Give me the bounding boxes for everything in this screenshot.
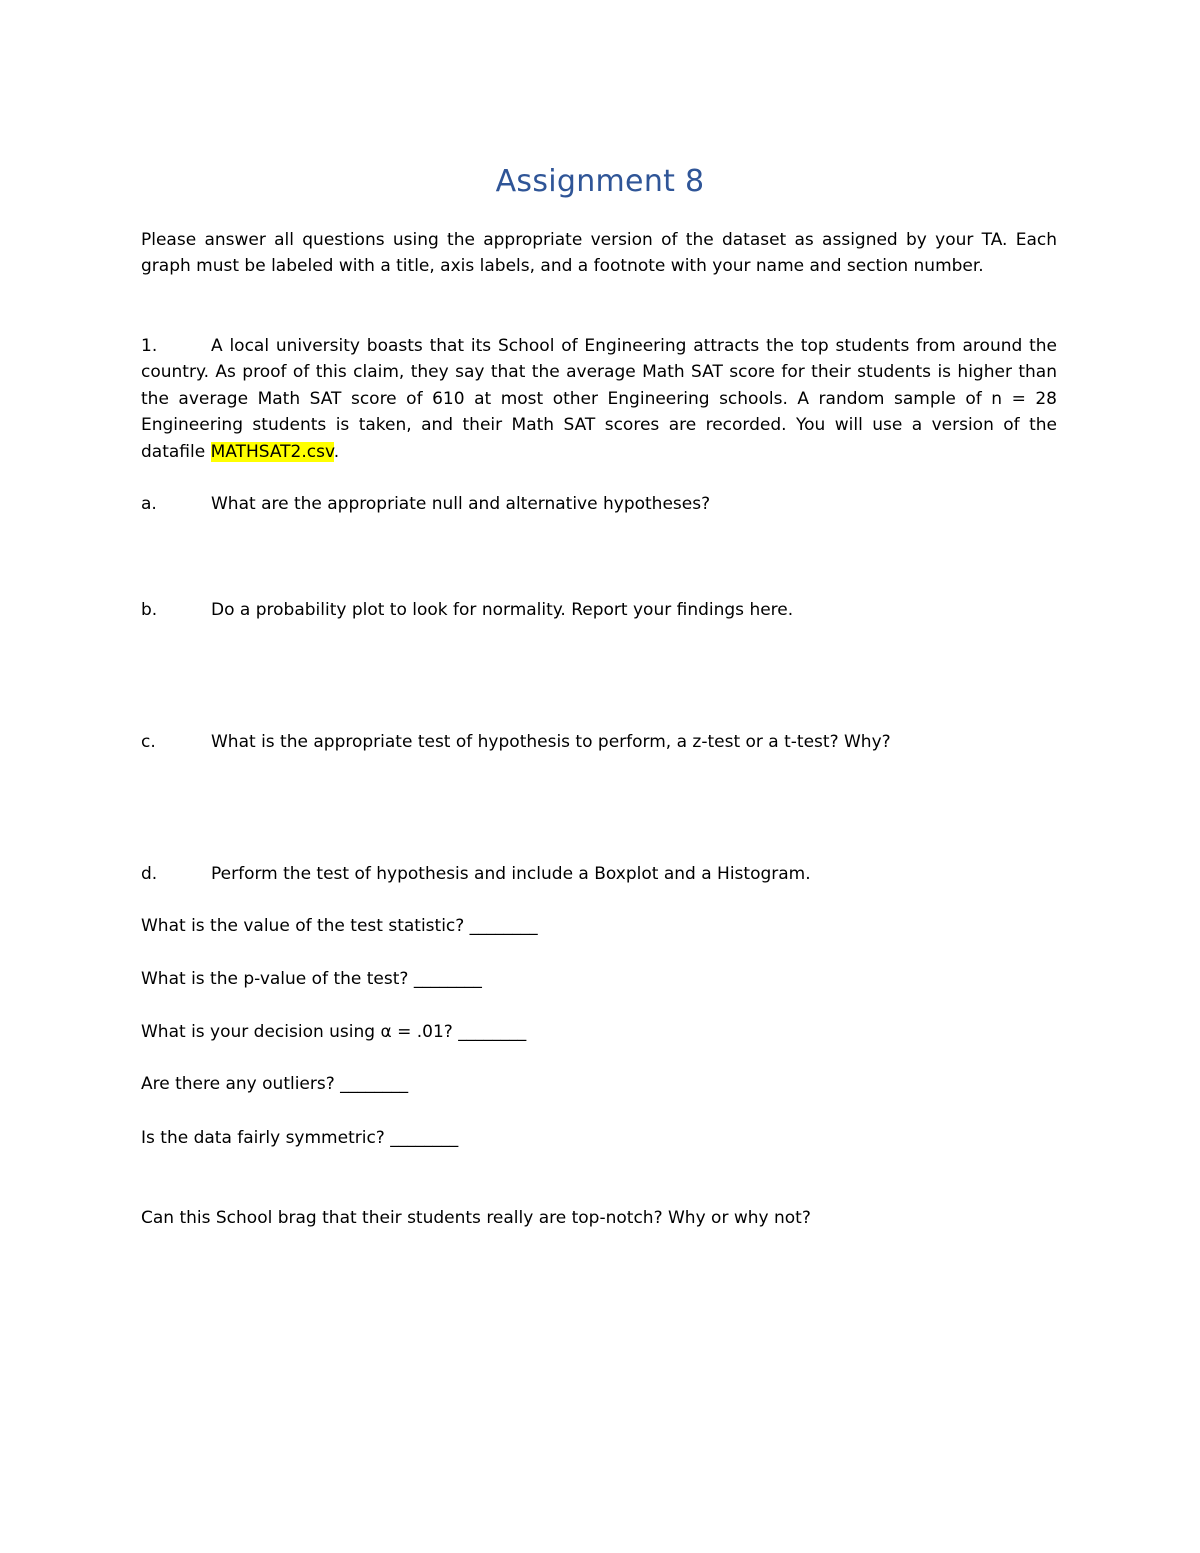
part-a-text: What are the appropriate null and alternative hypotheses? <box>211 494 711 514</box>
part-c-text: What is the appropriate test of hypothesis to perform, a z-test or a t-test? Why? <box>211 732 891 752</box>
question-1-number: 1. <box>141 336 158 356</box>
part-b-text: Do a probability plot to look for normality. Report your findings here. <box>211 600 794 620</box>
followup-decision: What is your decision using α = .01? ________ <box>141 1022 527 1042</box>
followup-test-statistic: What is the value of the test statistic? ________ <box>141 916 538 936</box>
question-1-text: A local university boasts that its School of Engineering attracts the top students from around the country. As proof of this claim, they say that the average Math SAT score for their students is higher than the average Math SAT score of 610 at most other Engineering schools. A random sample of n = 28 Engineering students is taken, and their Math SAT scores are recorded. You will use a version of the datafile <box>141 336 1057 462</box>
page-title: Assignment 8 <box>495 164 705 199</box>
part-d-letter: d. <box>141 864 158 884</box>
followup-outliers: Are there any outliers? ________ <box>141 1074 409 1094</box>
part-a <box>141 491 710 517</box>
part-c <box>141 729 891 755</box>
followup-symmetric: Is the data fairly symmetric? ________ <box>141 1128 459 1148</box>
closing-question: Can this School brag that their students really are top-notch? Why or why not? <box>141 1208 811 1228</box>
question-1-paragraph <box>141 333 1057 465</box>
instructions-paragraph: Please answer all questions using the appropriate version of the dataset as assigned by your TA. Each graph must be labeled with a title, axis labels, and a footnote with your name and section number. <box>141 230 1057 277</box>
part-b-letter: b. <box>141 600 158 620</box>
datafile-highlight: MATHSAT2.csv <box>210 441 334 462</box>
followup-p-value: What is the p-value of the test? ________ <box>141 969 482 989</box>
part-a-letter: a. <box>141 494 157 514</box>
part-d-text: Perform the test of hypothesis and include a Boxplot and a Histogram. <box>211 864 811 884</box>
part-d <box>141 861 811 887</box>
question-1-period: . <box>333 441 340 462</box>
part-b <box>141 597 793 623</box>
part-c-letter: c. <box>141 732 156 752</box>
